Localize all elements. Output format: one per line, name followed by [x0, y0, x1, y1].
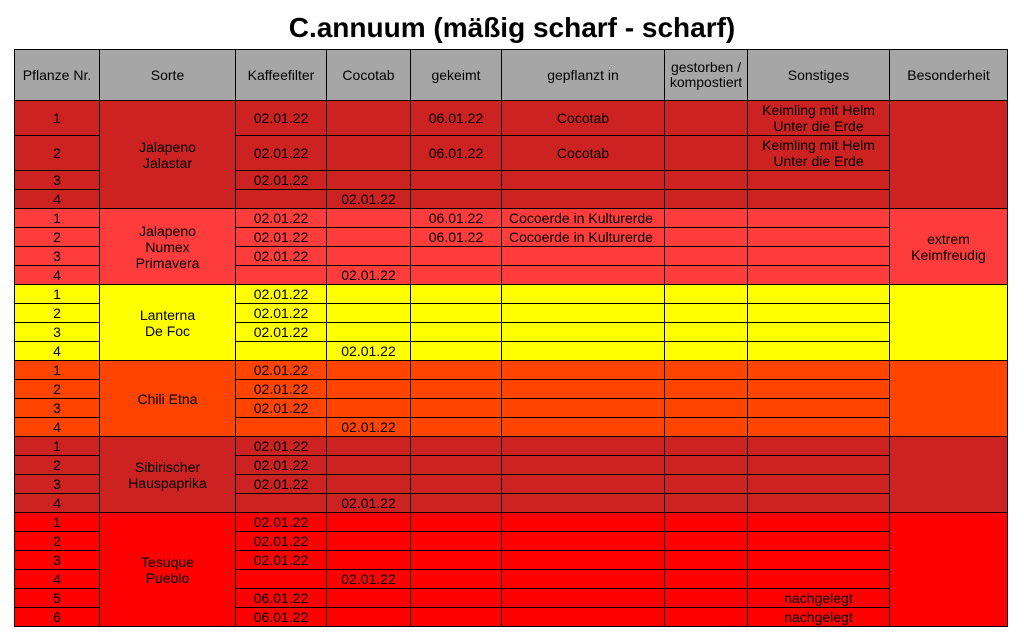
cell-gepflanzt-in[interactable]: [502, 494, 665, 513]
cell-cocotab[interactable]: 02.01.22: [327, 570, 411, 589]
table-row: [15, 209, 1008, 228]
cell-gepflanzt-in[interactable]: [502, 285, 665, 304]
cell-gekeimt[interactable]: [411, 266, 502, 285]
table-body: [15, 101, 1008, 627]
cell-sonstiges[interactable]: Keimling mit Helm Unter die Erde: [748, 136, 890, 171]
cell-pflanze-nr[interactable]: 4: [15, 418, 100, 437]
cell-pflanze-nr[interactable]: 1: [15, 209, 100, 228]
cell-gestorben[interactable]: [665, 494, 748, 513]
cell-gekeimt[interactable]: [411, 190, 502, 209]
cell-kaffeefilter[interactable]: [236, 494, 327, 513]
cell-gekeimt[interactable]: [411, 285, 502, 304]
cell-cocotab[interactable]: 02.01.22: [327, 418, 411, 437]
cell-gepflanzt-in[interactable]: Cocoerde in Kulturerde: [502, 228, 665, 247]
cell-pflanze-nr[interactable]: 1: [15, 361, 100, 380]
table-row: [15, 437, 1008, 456]
cell-sonstiges[interactable]: [748, 228, 890, 247]
cell-kaffeefilter[interactable]: 02.01.22: [236, 361, 327, 380]
cell-kaffeefilter[interactable]: 02.01.22: [236, 475, 327, 494]
cell-sonstiges[interactable]: [748, 380, 890, 399]
cell-gepflanzt-in[interactable]: [502, 247, 665, 266]
cell-cocotab[interactable]: [327, 323, 411, 342]
cell-gestorben[interactable]: [665, 190, 748, 209]
cell-gepflanzt-in[interactable]: [502, 608, 665, 627]
cell-kaffeefilter[interactable]: 02.01.22: [236, 247, 327, 266]
cell-gekeimt[interactable]: [411, 608, 502, 627]
cell-gepflanzt-in[interactable]: [502, 418, 665, 437]
cell-gepflanzt-in[interactable]: [502, 399, 665, 418]
cell-gestorben[interactable]: [665, 342, 748, 361]
cell-kaffeefilter[interactable]: 02.01.22: [236, 228, 327, 247]
cell-kaffeefilter[interactable]: 02.01.22: [236, 437, 327, 456]
cell-gepflanzt-in[interactable]: [502, 570, 665, 589]
cell-kaffeefilter[interactable]: [236, 190, 327, 209]
cell-sonstiges[interactable]: [748, 285, 890, 304]
cell-gepflanzt-in[interactable]: [502, 266, 665, 285]
cell-gekeimt[interactable]: 06.01.22: [411, 228, 502, 247]
cell-gestorben[interactable]: [665, 513, 748, 532]
cell-gestorben[interactable]: [665, 380, 748, 399]
cell-kaffeefilter[interactable]: 02.01.22: [236, 209, 327, 228]
cell-cocotab[interactable]: [327, 228, 411, 247]
cell-gestorben[interactable]: [665, 323, 748, 342]
cell-kaffeefilter[interactable]: [236, 342, 327, 361]
cell-pflanze-nr[interactable]: 4: [15, 342, 100, 361]
cell-pflanze-nr[interactable]: 4: [15, 266, 100, 285]
cell-gestorben[interactable]: [665, 285, 748, 304]
cell-sonstiges[interactable]: [748, 171, 890, 190]
cell-cocotab[interactable]: [327, 285, 411, 304]
cell-gekeimt[interactable]: [411, 418, 502, 437]
cell-gepflanzt-in[interactable]: [502, 171, 665, 190]
cell-kaffeefilter[interactable]: 02.01.22: [236, 101, 327, 136]
header-row: [15, 50, 1008, 101]
cell-besonderheit[interactable]: [890, 437, 1008, 513]
cell-pflanze-nr[interactable]: 2: [15, 136, 100, 171]
cell-sorte[interactable]: Chili Etna: [100, 361, 236, 437]
cell-gepflanzt-in[interactable]: [502, 323, 665, 342]
cell-sonstiges[interactable]: [748, 418, 890, 437]
cell-gepflanzt-in[interactable]: [502, 380, 665, 399]
cell-gestorben[interactable]: [665, 551, 748, 570]
cell-gekeimt[interactable]: [411, 475, 502, 494]
cell-gestorben[interactable]: [665, 399, 748, 418]
cell-gestorben[interactable]: [665, 361, 748, 380]
cell-kaffeefilter[interactable]: 02.01.22: [236, 136, 327, 171]
cell-sonstiges[interactable]: [748, 475, 890, 494]
cell-gepflanzt-in[interactable]: [502, 456, 665, 475]
cell-besonderheit[interactable]: extrem Keimfreudig: [890, 209, 1008, 285]
cell-sonstiges[interactable]: [748, 342, 890, 361]
cell-cocotab[interactable]: 02.01.22: [327, 342, 411, 361]
cell-pflanze-nr[interactable]: 2: [15, 532, 100, 551]
cell-gestorben[interactable]: [665, 247, 748, 266]
cell-pflanze-nr[interactable]: 2: [15, 304, 100, 323]
cell-sonstiges[interactable]: Keimling mit Helm Unter die Erde: [748, 101, 890, 136]
cell-cocotab[interactable]: [327, 399, 411, 418]
cell-sonstiges[interactable]: [748, 266, 890, 285]
cell-gestorben[interactable]: [665, 532, 748, 551]
cell-pflanze-nr[interactable]: 4: [15, 190, 100, 209]
cell-besonderheit[interactable]: [890, 285, 1008, 361]
cell-gestorben[interactable]: [665, 456, 748, 475]
cell-gestorben[interactable]: [665, 101, 748, 136]
cell-gepflanzt-in[interactable]: [502, 475, 665, 494]
cell-gepflanzt-in[interactable]: [502, 342, 665, 361]
cell-besonderheit[interactable]: [890, 101, 1008, 209]
cell-gekeimt[interactable]: [411, 551, 502, 570]
header-pflanze-nr[interactable]: Pflanze Nr.: [15, 50, 100, 101]
cell-pflanze-nr[interactable]: 1: [15, 437, 100, 456]
cell-gekeimt[interactable]: [411, 247, 502, 266]
cell-gepflanzt-in[interactable]: [502, 437, 665, 456]
table-row: [15, 361, 1008, 380]
cell-kaffeefilter[interactable]: [236, 570, 327, 589]
cell-gestorben[interactable]: [665, 136, 748, 171]
cell-cocotab[interactable]: [327, 171, 411, 190]
cell-gepflanzt-in[interactable]: [502, 551, 665, 570]
cell-besonderheit[interactable]: [890, 361, 1008, 437]
cell-sonstiges[interactable]: [748, 532, 890, 551]
cell-pflanze-nr[interactable]: 3: [15, 323, 100, 342]
header-sorte[interactable]: Sorte: [100, 50, 236, 101]
cell-kaffeefilter[interactable]: [236, 266, 327, 285]
cell-gestorben[interactable]: [665, 608, 748, 627]
cell-gestorben[interactable]: [665, 475, 748, 494]
cell-gestorben[interactable]: [665, 266, 748, 285]
cell-cocotab[interactable]: [327, 247, 411, 266]
cell-gekeimt[interactable]: [411, 304, 502, 323]
cell-gekeimt[interactable]: [411, 570, 502, 589]
cell-pflanze-nr[interactable]: 1: [15, 101, 100, 136]
cell-pflanze-nr[interactable]: 1: [15, 513, 100, 532]
cell-gepflanzt-in[interactable]: [502, 532, 665, 551]
cell-cocotab[interactable]: [327, 608, 411, 627]
cell-kaffeefilter[interactable]: 02.01.22: [236, 551, 327, 570]
cell-sonstiges[interactable]: [748, 437, 890, 456]
header-sonstiges[interactable]: Sonstiges: [748, 50, 890, 101]
cell-sorte[interactable]: Tesuque Pueblo: [100, 513, 236, 627]
cell-cocotab[interactable]: [327, 532, 411, 551]
header-gepflanzt-in[interactable]: gepflanzt in: [502, 50, 665, 101]
cell-pflanze-nr[interactable]: 3: [15, 551, 100, 570]
cell-cocotab[interactable]: 02.01.22: [327, 190, 411, 209]
cell-pflanze-nr[interactable]: 4: [15, 494, 100, 513]
cell-cocotab[interactable]: [327, 513, 411, 532]
cell-gekeimt[interactable]: [411, 437, 502, 456]
table-row: [15, 513, 1008, 532]
cell-sorte[interactable]: Jalapeno Numex Primavera: [100, 209, 236, 285]
cell-pflanze-nr[interactable]: 3: [15, 475, 100, 494]
cell-gestorben[interactable]: [665, 304, 748, 323]
header-gestorben[interactable]: gestorben / kompostiert: [665, 50, 748, 101]
cell-cocotab[interactable]: [327, 437, 411, 456]
header-kaffeefilter[interactable]: Kaffeefilter: [236, 50, 327, 101]
cell-cocotab[interactable]: 02.01.22: [327, 266, 411, 285]
cell-gepflanzt-in[interactable]: [502, 361, 665, 380]
cell-kaffeefilter[interactable]: 02.01.22: [236, 380, 327, 399]
cell-pflanze-nr[interactable]: 3: [15, 247, 100, 266]
cell-gepflanzt-in[interactable]: Cocotab: [502, 136, 665, 171]
cell-cocotab[interactable]: [327, 475, 411, 494]
cell-cocotab[interactable]: [327, 551, 411, 570]
table-row: [15, 285, 1008, 304]
sheet-title: C.annuum (mäßig scharf - scharf): [288, 12, 736, 43]
cell-kaffeefilter[interactable]: 02.01.22: [236, 399, 327, 418]
cell-cocotab[interactable]: 02.01.22: [327, 494, 411, 513]
cell-sonstiges[interactable]: [748, 570, 890, 589]
cell-gekeimt[interactable]: [411, 513, 502, 532]
cell-kaffeefilter[interactable]: 02.01.22: [236, 532, 327, 551]
cell-sonstiges[interactable]: nachgelegt: [748, 608, 890, 627]
cell-gekeimt[interactable]: [411, 589, 502, 608]
cell-gepflanzt-in[interactable]: [502, 304, 665, 323]
cell-sonstiges[interactable]: [748, 247, 890, 266]
cell-pflanze-nr[interactable]: 5: [15, 589, 100, 608]
cell-sorte[interactable]: Lanterna De Foc: [100, 285, 236, 361]
cell-cocotab[interactable]: [327, 361, 411, 380]
cell-kaffeefilter[interactable]: 06.01.22: [236, 608, 327, 627]
cell-gestorben[interactable]: [665, 589, 748, 608]
cell-gekeimt[interactable]: 06.01.22: [411, 136, 502, 171]
cell-pflanze-nr[interactable]: 1: [15, 285, 100, 304]
cell-gekeimt[interactable]: [411, 323, 502, 342]
header-gekeimt[interactable]: gekeimt: [411, 50, 502, 101]
cell-gekeimt[interactable]: 06.01.22: [411, 209, 502, 228]
cell-kaffeefilter[interactable]: 02.01.22: [236, 171, 327, 190]
cell-kaffeefilter[interactable]: 06.01.22: [236, 589, 327, 608]
cell-sonstiges[interactable]: [748, 304, 890, 323]
cell-gestorben[interactable]: [665, 171, 748, 190]
cell-pflanze-nr[interactable]: 3: [15, 171, 100, 190]
cell-gestorben[interactable]: [665, 418, 748, 437]
cell-gekeimt[interactable]: 06.01.22: [411, 101, 502, 136]
cell-gekeimt[interactable]: [411, 361, 502, 380]
cell-sonstiges[interactable]: [748, 209, 890, 228]
cell-kaffeefilter[interactable]: 02.01.22: [236, 456, 327, 475]
cell-sonstiges[interactable]: [748, 456, 890, 475]
table-row: [15, 101, 1008, 136]
cell-gekeimt[interactable]: [411, 380, 502, 399]
cell-gekeimt[interactable]: [411, 532, 502, 551]
cell-sonstiges[interactable]: [748, 513, 890, 532]
header-cocotab[interactable]: Cocotab: [327, 50, 411, 101]
cell-cocotab[interactable]: [327, 589, 411, 608]
cell-cocotab[interactable]: [327, 209, 411, 228]
cell-cocotab[interactable]: [327, 101, 411, 136]
cell-gepflanzt-in[interactable]: [502, 513, 665, 532]
cell-sorte[interactable]: Jalapeno Jalastar: [100, 101, 236, 209]
cell-kaffeefilter[interactable]: [236, 418, 327, 437]
cell-sonstiges[interactable]: [748, 361, 890, 380]
cell-kaffeefilter[interactable]: 02.01.22: [236, 285, 327, 304]
cell-cocotab[interactable]: [327, 456, 411, 475]
cell-cocotab[interactable]: [327, 136, 411, 171]
cell-pflanze-nr[interactable]: 2: [15, 228, 100, 247]
cell-sorte[interactable]: Sibirischer Hauspaprika: [100, 437, 236, 513]
cell-gestorben[interactable]: [665, 209, 748, 228]
cell-cocotab[interactable]: [327, 380, 411, 399]
cell-gepflanzt-in[interactable]: [502, 190, 665, 209]
cell-sonstiges[interactable]: nachgelegt: [748, 589, 890, 608]
cell-sonstiges[interactable]: [748, 190, 890, 209]
cell-cocotab[interactable]: [327, 304, 411, 323]
cell-gekeimt[interactable]: [411, 456, 502, 475]
cell-pflanze-nr[interactable]: 2: [15, 456, 100, 475]
cell-pflanze-nr[interactable]: 4: [15, 570, 100, 589]
cell-pflanze-nr[interactable]: 2: [15, 380, 100, 399]
cell-sonstiges[interactable]: [748, 399, 890, 418]
cell-gestorben[interactable]: [665, 228, 748, 247]
plant-table: [14, 49, 1008, 627]
cell-gepflanzt-in[interactable]: Cocoerde in Kulturerde: [502, 209, 665, 228]
cell-gepflanzt-in[interactable]: [502, 589, 665, 608]
cell-gekeimt[interactable]: [411, 399, 502, 418]
cell-pflanze-nr[interactable]: 3: [15, 399, 100, 418]
cell-gestorben[interactable]: [665, 437, 748, 456]
cell-kaffeefilter[interactable]: 02.01.22: [236, 304, 327, 323]
cell-gekeimt[interactable]: [411, 171, 502, 190]
header-besonderheit[interactable]: Besonderheit: [890, 50, 1008, 101]
cell-sonstiges[interactable]: [748, 494, 890, 513]
cell-gestorben[interactable]: [665, 570, 748, 589]
cell-kaffeefilter[interactable]: 02.01.22: [236, 323, 327, 342]
cell-gekeimt[interactable]: [411, 342, 502, 361]
cell-besonderheit[interactable]: [890, 513, 1008, 627]
cell-sonstiges[interactable]: [748, 323, 890, 342]
cell-kaffeefilter[interactable]: 02.01.22: [236, 513, 327, 532]
cell-sonstiges[interactable]: [748, 551, 890, 570]
cell-gekeimt[interactable]: [411, 494, 502, 513]
cell-pflanze-nr[interactable]: 6: [15, 608, 100, 627]
cell-gepflanzt-in[interactable]: Cocotab: [502, 101, 665, 136]
